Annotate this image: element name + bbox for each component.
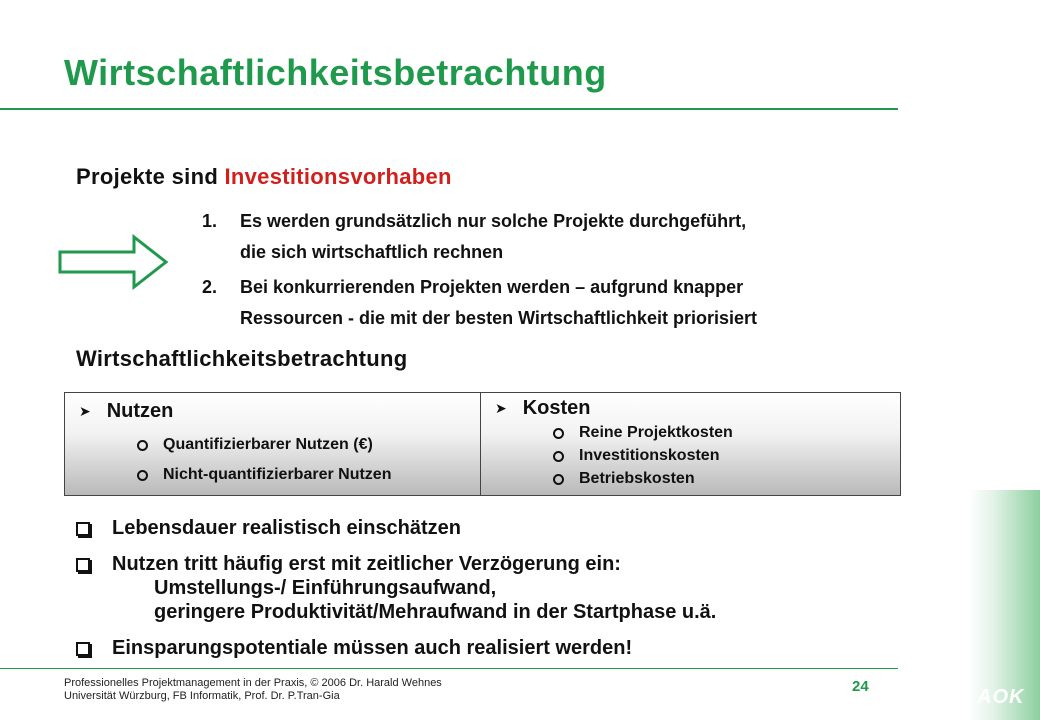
- investment-heading-prefix: Projekte sind: [76, 164, 225, 189]
- check-text-line: Lebensdauer realistisch einschätzen: [112, 517, 462, 539]
- side-band-white-top: [968, 0, 1040, 490]
- list-text-line: Ressourcen - die mit der besten Wirtschaftlichkeit priorisiert: [240, 308, 757, 328]
- list-item: [202, 272, 942, 334]
- square-bullet-icon: [76, 642, 90, 656]
- nutzen-label: Nutzen: [106, 399, 174, 422]
- kosten-item: [553, 423, 733, 443]
- slide-title: Wirtschaftlichkeitsbetrachtung: [64, 52, 607, 93]
- list-number: 2.: [202, 277, 218, 297]
- nutzen-item-text: Quantifizierbarer Nutzen (€): [163, 436, 373, 453]
- circle-bullet-icon: [137, 440, 148, 451]
- square-bullet-icon: [76, 522, 90, 536]
- list-text-line: Bei konkurrierenden Projekten werden – aufgrund knapper: [240, 277, 744, 297]
- investment-heading: [76, 164, 452, 190]
- right-arrow-icon: [58, 234, 170, 290]
- list-item: [202, 206, 942, 268]
- kosten-item-text: Reine Projektkosten: [579, 424, 733, 441]
- circle-bullet-icon: [553, 451, 564, 462]
- check-list: [76, 516, 916, 672]
- kosten-item-text: Betriebskosten: [579, 470, 695, 487]
- footer-line: Professionelles Projektmanagement in der Praxis, © 2006 Dr. Harald Wehnes: [64, 677, 442, 689]
- analysis-heading: Wirtschaftlichkeitsbetrachtung: [76, 346, 408, 371]
- check-text-line: Nutzen tritt häufig erst mit zeitlicher Verzögerung ein:: [112, 553, 621, 575]
- pointer-arrow-icon: ➤: [495, 399, 507, 416]
- title-divider: [0, 108, 898, 110]
- check-text-line: Umstellungs-/ Einführungsaufwand,: [154, 577, 497, 599]
- footer-line: Universität Würzburg, FB Informatik, Prof. Dr. P.Tran-Gia: [64, 690, 340, 702]
- numbered-list: [202, 206, 942, 338]
- page-number: 24: [852, 678, 869, 695]
- check-item: [76, 516, 916, 540]
- kosten-item: [553, 469, 695, 489]
- footer-divider: [0, 668, 898, 669]
- list-text-line: die sich wirtschaftlich rechnen: [240, 242, 504, 262]
- check-text-line: geringere Produktivität/Mehraufwand in der Startphase u.ä.: [154, 601, 717, 623]
- footer-credits: [64, 677, 442, 703]
- pointer-arrow-icon: ➤: [79, 402, 91, 419]
- check-item: [76, 552, 916, 624]
- kosten-item-text: Investitionskosten: [579, 447, 720, 464]
- square-bullet-icon: [76, 558, 90, 572]
- nutzen-box: [64, 392, 481, 496]
- check-text-line: Einsparungspotentiale müssen auch realisiert werden!: [112, 637, 633, 659]
- aok-logo: AOK: [977, 686, 1025, 708]
- nutzen-item: [137, 435, 373, 455]
- circle-bullet-icon: [553, 474, 564, 485]
- nutzen-item-text: Nicht-quantifizierbarer Nutzen: [163, 466, 392, 483]
- list-text-line: Es werden grundsätzlich nur solche Projekte durchgeführt,: [240, 211, 747, 231]
- list-number: 1.: [202, 211, 218, 231]
- kosten-label: Kosten: [522, 396, 591, 419]
- kosten-item: [553, 446, 719, 466]
- investment-heading-accent: Investitionsvorhaben: [224, 164, 452, 189]
- circle-bullet-icon: [137, 470, 148, 481]
- kosten-heading: [495, 396, 591, 420]
- check-item: [76, 636, 916, 660]
- circle-bullet-icon: [553, 428, 564, 439]
- nutzen-item: [137, 465, 391, 485]
- kosten-box: [480, 392, 901, 496]
- nutzen-heading: [79, 399, 173, 423]
